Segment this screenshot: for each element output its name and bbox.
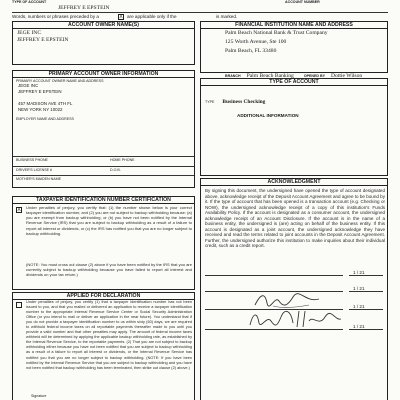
primary-owner-name-label: PRIMARY ACCOUNT OWNER NAME AND ADDRESS <box>16 79 104 83</box>
type-value: Business Checking <box>222 99 266 105</box>
signature-date-1: 1 / 21 <box>353 270 365 275</box>
primary-owner-address2: NEW YORK NY 10022 <box>18 107 63 113</box>
instruction-tail2: is marked. <box>216 14 238 19</box>
owner-name-line1: JEGE INC <box>17 30 42 36</box>
owner-name-line2: JEFFREY E EPSTEIN <box>17 37 69 43</box>
opened-by-label: OPENED BY <box>303 74 325 78</box>
branch-value: Palm Beach Banking <box>246 73 294 79</box>
applied-for-checkbox[interactable] <box>16 302 22 308</box>
instruction-text: Words, numbers or phrases preceded by a <box>12 14 99 19</box>
tin-note: (NOTE: You must cross out clause (2) above if you have been notified by the IRS that you are currently subject to backup withholding because you have failed to report all interest and dividends on your tax return.) <box>26 262 192 278</box>
home-phone-label: HOME PHONE <box>110 158 135 162</box>
opened-by-value: Dottie Wilson <box>330 73 363 79</box>
acknowledgment-text: By signing this document, the undersigned have opened the type of account designated above, acknowledge receipt of the Deposit Account Agreement and agree to be bound by it. If the type of account that has been opened is a transaction account (e.g. Checking or NOW), the undersigned acknowledge receipt of a copy of this institution's Funds Availability Policy. If the account is designated as a consumer account, the undersigned acknowledge receipt of an Account Disclosure. If the account is in the name of a business entity, the undersigned is (are) acting on behalf of the business entity. If this account is designated as a joint account, the undersigned acknowledge they have received and read the terms related to joint accounts in the Deposit Account Agreement. Further, the undersigned authorize this institution to make inquiries about their individual credit, such as a credit report. <box>205 188 385 249</box>
instruction-tail: are applicable only if the <box>127 14 177 19</box>
handwritten-signature-2 <box>247 307 343 331</box>
type-of-account-header: TYPE OF ACCOUNT <box>201 79 387 86</box>
institution-box <box>200 21 388 79</box>
branch-label: BRANCH <box>225 74 241 78</box>
applied-for-text: Under penalties of perjury, you certify (1) that a taxpayer identification number has not been issued to you, and that you mailed or delivered an application to receive a taxpayer identification number to the appropriate Internal Revenue Service Center or Social Security Administration Office (or you intend to mail or deliver an application in the near future). You understand that if you do not provide a taxpayer identification number to us within sixty (60) days, we are required to withhold federal income taxes on all reportable payments thereafter made to you until you provide a valid number and that other penalties may apply. The amount of federal income taxes withheld will be determined by applying the applicable backup withholding rate, as established by the Internal Revenue Service, to the reportable payments. (2) That you are not subject to backup withholding either because you have not been notified that you are subject to backup withholding as a result of a failure to report all interest or dividends, or the Internal Revenue Service has notified you that you are no longer subject to backup withholding. (NOTE: If you have been notified by the Internal Revenue Service that you are subject to backup withholding and you have not been notified that backup withholding has been terminated, then strike out clause (2) above.) <box>26 300 192 370</box>
dob-label: D.O.B. <box>110 168 121 172</box>
institution-address1: 125 Worth Avenue, Ste 100 <box>225 39 287 45</box>
account-number-top-label: ACCOUNT NUMBER <box>285 0 320 4</box>
institution-header: FINANCIAL INSTITUTION NAME AND ADDRESS <box>201 22 387 29</box>
additional-info-header: ADDITIONAL INFORMATION <box>237 113 299 118</box>
primary-owner-name1: JEGE INC <box>18 83 39 89</box>
signature-date-4: 1 / 21 <box>353 324 365 329</box>
signature-line-1 <box>205 275 343 276</box>
type-of-account-top-label: TYPE OF ACCOUNT <box>12 0 47 4</box>
acknowledgment-box <box>200 178 388 400</box>
owner-names-header: ACCOUNT OWNER NAME(S) <box>13 22 194 29</box>
owner-top-name: JEFFREY E EPSTEIN <box>58 5 110 11</box>
type-label: TYPE <box>205 100 215 104</box>
top-divider <box>12 12 388 13</box>
applied-for-box <box>12 292 195 400</box>
type-of-account-box <box>200 78 388 176</box>
drivers-license-label: DRIVER'S LICENSE # <box>16 168 53 172</box>
institution-name: Palm Beach National Bank & Trust Company <box>225 30 328 36</box>
primary-owner-address1: 457 MADISON AVE 4TH FL <box>18 101 73 107</box>
tin-checkbox[interactable]: X <box>17 207 21 213</box>
mothers-maiden-label: MOTHER'S MAIDEN NAME <box>16 177 62 181</box>
tin-certification-box <box>12 196 195 290</box>
primary-owner-box <box>12 70 195 188</box>
applied-signature-label: Signature <box>31 394 47 398</box>
employer-label: EMPLOYER NAME AND ADDRESS <box>16 117 74 122</box>
signature-date-3: 1 / 21 <box>353 304 365 309</box>
tin-certification-header: TAXPAYER IDENTIFICATION NUMBER CERTIFICATION <box>13 197 194 204</box>
applied-for-header: APPLIED FOR DECLARATION <box>13 293 194 300</box>
owner-names-box <box>12 21 195 65</box>
primary-owner-name2: JEFFREY E EPSTEIN <box>18 89 62 95</box>
institution-address2: Palm Beach, FL 33480 <box>225 48 277 54</box>
tin-text: Under penalties of perjury, you certify that: (1) the number shown below is your correct taxpayer identification number, and (2) you are not subject to backup withholding because: (a) you are exempt from backup withholding, or (b) you have not been notified by the Internal Revenue Service (IRS) that you are subject to backup withholding as a result of a failure to report all interest or dividends, or (c) the IRS has notified you that you are no longer subject to backup withholding. <box>26 205 192 236</box>
acknowledgment-header: ACKNOWLEDGMENT <box>201 179 387 186</box>
instruction-checkbox: X <box>119 14 123 20</box>
primary-owner-header: PRIMARY ACCOUNT OWNER INFORMATION <box>13 71 194 78</box>
business-phone-label: BUSINESS PHONE <box>16 158 48 162</box>
signature-date-2: 1 / 21 <box>353 286 365 291</box>
